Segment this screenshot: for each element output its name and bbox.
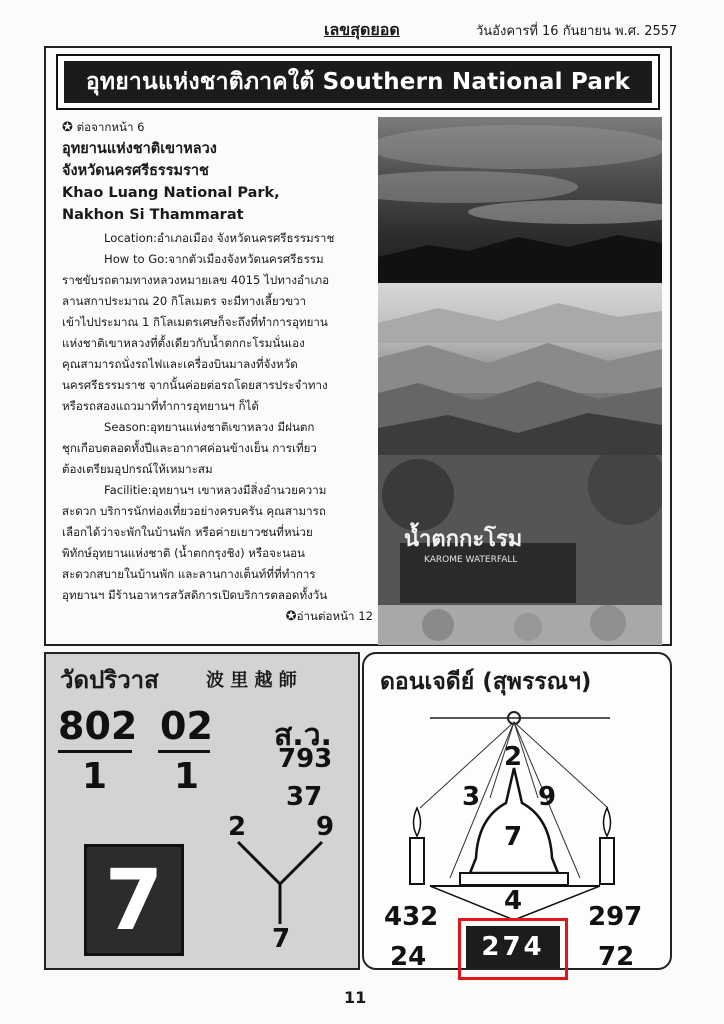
chedi-left-number-2: 24: [390, 942, 427, 972]
article-title-en-2: Nakhon Si Thammarat: [62, 207, 244, 223]
chedi-left-digit: 3: [462, 782, 481, 812]
article-line: Location:อำเภอเมือง จังหวัดนครศรีธรรมราช: [104, 231, 335, 245]
continued-to: ✪อ่านต่อหน้า 12: [285, 609, 373, 624]
y-left-digit: 2: [228, 812, 247, 842]
article-line: คุณสามารถนั่งรถไฟและเครื่องบินมาลงที่จังหวัด: [62, 357, 298, 371]
article-line: อุทยานฯ มีร้านอาหารสวัสดิการเปิดบริการตลอดทั้งวัน: [62, 588, 328, 602]
chinese-text: 波 里 越 師: [206, 670, 297, 691]
article-line: สะดวก บริการนักท่องเที่ยวอย่างครบครัน คุณสามารถ: [62, 504, 326, 518]
chedi-top-digit: 2: [504, 742, 523, 772]
y-right-digit: 9: [316, 812, 335, 842]
article-line: ต้องเตรียมอุปกรณ์ให้เหมาะสม: [62, 462, 213, 476]
star-icon: ✪: [285, 609, 297, 624]
publication-name: เลขสุดยอด: [324, 20, 400, 39]
sign-thai-text: น้ำตกกะโรม: [404, 527, 523, 552]
chedi-right-number-2: 72: [598, 942, 635, 972]
y-diagram-lines: [228, 838, 328, 928]
article-line: เลือกได้ว่าจะพักในบ้านพัก หรือค่ายเยาวชนที่หน่วย: [62, 525, 313, 539]
photo-sunset-clouds: [378, 117, 662, 283]
fraction2-top: 02: [160, 704, 213, 748]
article-title-th-1: อุทยานแห่งชาติเขาหลวง: [62, 141, 217, 157]
so-wo-label: ส.ว.: [274, 718, 332, 753]
number-37: 37: [286, 782, 323, 812]
clouds-illustration: [378, 117, 662, 283]
chedi-left-number-1: 432: [384, 902, 439, 932]
chedi-right-digit: 9: [538, 782, 557, 812]
wat-pariwat-title: วัดปริวาส: [60, 666, 159, 694]
chedi-center-digit: 7: [504, 822, 523, 852]
page-number: 11: [344, 988, 367, 1007]
chedi-result-number: 274: [466, 926, 560, 968]
star-icon: ✪: [62, 120, 73, 135]
big-digit-box: 7: [84, 844, 184, 956]
article-line: เข้าไปประมาณ 1 กิโลเมตรเศษก็จะถึงที่ทำการอุทยาน: [62, 315, 328, 329]
chedi-base-digit: 4: [504, 886, 523, 916]
continued-from: ✪ ต่อจากหน้า 6: [62, 120, 145, 135]
article-line: หรือรถสองแถวมาที่ทำการอุทยานฯ ก็ได้: [62, 399, 259, 413]
article-line: How to Go:จากตัวเมืองจังหวัดนครศรีธรรม: [104, 252, 324, 266]
number-793: 793: [278, 744, 333, 774]
photo-karome-waterfall-sign: [378, 455, 662, 645]
article-line: แห่งชาติเขาหลวงที่ตั้งเดียวกับน้ำตกกะโรมนั่นเอง: [62, 336, 305, 350]
article-body: [62, 117, 377, 627]
article-line: ลานสกาประมาณ 20 กิโลเมตร จะมีทางเลี้ยวขวา: [62, 294, 307, 308]
fraction1-bottom: 1: [82, 756, 108, 797]
fraction1-top: 802: [58, 704, 138, 748]
sign-english-text: KAROME WATERFALL: [424, 555, 518, 565]
red-highlight-box: [458, 918, 568, 980]
chedi-right-number-1: 297: [588, 902, 643, 932]
fraction2-line: [158, 750, 210, 753]
photo-misty-mountains: [378, 283, 662, 455]
fraction1-line: [58, 750, 132, 753]
mountains-illustration: [378, 283, 662, 455]
issue-date: วันอังคารที่ 16 กันยายน พ.ศ. 2557: [476, 24, 678, 39]
article-title-en-1: Khao Luang National Park,: [62, 185, 280, 201]
article-line: พิทักษ์อุทยานแห่งชาติ (น้ำตกกรุงชิง) หรือจะนอน: [62, 546, 305, 560]
article-line: Facilitie:อุทยานฯ เขาหลวงมีสิ่งอำนวยความ: [104, 483, 327, 497]
article-line: Season:อุทยานแห่งชาติเขาหลวง มีฝนตก: [104, 420, 315, 434]
article-title-th-2: จังหวัดนครศรีธรรมราช: [62, 163, 209, 179]
fraction2-bottom: 1: [174, 756, 200, 797]
article-line: ราชขับรถตามทางหลวงหมายเลข 4015 ไปทางอำเภอ: [62, 273, 330, 287]
article-line: นครศรีธรรมราช จากนั้นค่อยต่อรถโดยสารประจำทาง: [62, 378, 328, 392]
don-chedi-title: ดอนเจดีย์ (สุพรรณฯ): [380, 669, 592, 695]
article-line: ชุกเกือบตลอดทั้งปีและอากาศค่อนข้างเย็น การเที่ยว: [62, 441, 317, 455]
article-banner: อุทยานแห่งชาติภาคใต้ Southern National Park: [64, 61, 652, 103]
article-line: สะดวกสบายในบ้านพัก และลานกางเต็นท์ที่ที่ทำการ: [62, 567, 316, 581]
y-bottom-digit: 7: [272, 924, 291, 954]
